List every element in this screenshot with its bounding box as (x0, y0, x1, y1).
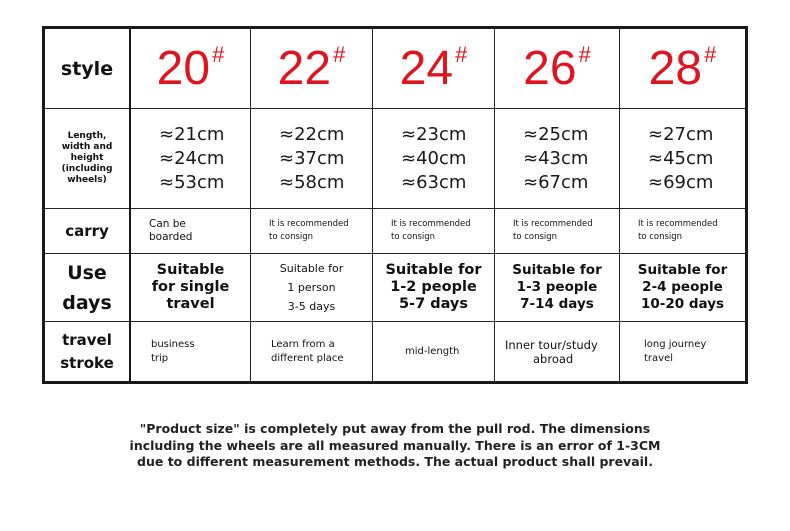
footnote-line: due to different measurement methods. The actual product shall prevail. (137, 454, 653, 469)
use-text: 7-14 days (520, 296, 594, 312)
size-24-carry (373, 209, 495, 254)
dim-value: ≈21cm (159, 123, 225, 145)
size-symbol: # (578, 41, 591, 67)
row-header-travel-stroke-label: travel (62, 330, 112, 349)
row-header-travel-stroke (45, 322, 131, 381)
travel-text: mid-length (405, 345, 460, 357)
size-symbol: # (333, 41, 346, 67)
travel-text: business (151, 338, 195, 350)
size-24-dimensions (373, 109, 495, 209)
row-header-dimensions-label: Length, width and height (including wheels) (61, 131, 113, 185)
carry-text: to consign (513, 232, 558, 242)
use-text: 10-20 days (640, 296, 725, 312)
size-22-header (251, 29, 373, 109)
dim-value: ≈63cm (401, 171, 467, 193)
row-header-style-label: style (60, 57, 114, 80)
dim-value: ≈67cm (523, 171, 589, 193)
dim-value: ≈22cm (279, 123, 345, 145)
dim-value: ≈23cm (401, 123, 467, 145)
dim-value: ≈53cm (159, 171, 225, 193)
dim-value: ≈25cm (523, 123, 589, 145)
row-header-use-days (45, 254, 131, 322)
row-header-travel-stroke-label: stroke (60, 353, 114, 372)
size-26-carry (495, 209, 620, 254)
row-header-use-days-label: days (62, 291, 112, 314)
size-symbol: # (212, 41, 225, 67)
size-20-dimensions (131, 109, 251, 209)
carry-text: to consign (269, 232, 314, 242)
travel-text: Inner tour/study (505, 337, 598, 352)
carry-text: boarded (149, 231, 193, 243)
size-20-use (131, 254, 251, 322)
size-table (42, 26, 748, 384)
size-28-carry (620, 209, 745, 254)
footnote-line: "Product size" is completely put away from the pull rod. The dimensions (139, 421, 651, 436)
size-20-travel (131, 322, 251, 381)
travel-text: Learn from a (271, 338, 335, 350)
dim-value: ≈40cm (401, 147, 467, 169)
dim-value: ≈58cm (279, 171, 345, 193)
travel-text: different place (271, 352, 344, 364)
footnote-line: including the wheels are all measured manually. There is an error of 1-3CM (129, 437, 661, 453)
carry-text: to consign (391, 232, 436, 242)
row-header-carry (45, 209, 131, 254)
size-symbol: # (455, 41, 468, 67)
size-26-header (495, 29, 620, 109)
use-text: 1-2 people (390, 279, 477, 295)
size-symbol: # (704, 41, 717, 67)
row-header-dimensions (45, 109, 131, 209)
travel-text: travel (644, 352, 674, 364)
size-26-use (495, 254, 620, 322)
size-24-use (373, 254, 495, 322)
travel-text: abroad (533, 351, 574, 366)
size-24-travel (373, 322, 495, 381)
size-number: 22 (277, 41, 332, 95)
use-text: travel (166, 296, 215, 312)
size-20-carry (131, 209, 251, 254)
size-22-use (251, 254, 373, 322)
size-number: 26 (523, 41, 577, 95)
size-20-header (131, 29, 251, 109)
dim-value: ≈45cm (648, 147, 714, 169)
use-text: Suitable for (512, 262, 602, 278)
travel-text: long journey (644, 338, 707, 350)
size-26-dimensions (495, 109, 620, 209)
use-text: Suitable (156, 262, 225, 278)
use-text: Suitable for (385, 262, 482, 278)
size-24-header (373, 29, 495, 109)
size-number: 24 (399, 41, 454, 95)
use-text: for single (151, 279, 230, 295)
carry-text: to consign (638, 232, 683, 242)
use-text: 1-3 people (516, 279, 598, 295)
carry-text: It is recommended (638, 219, 718, 229)
row-header-use-days-label: Use (67, 261, 107, 284)
size-28-header (620, 29, 745, 109)
size-number: 28 (648, 41, 703, 95)
travel-text: trip (151, 352, 169, 364)
row-header-style (45, 29, 131, 109)
dim-value: ≈43cm (523, 147, 589, 169)
size-22-travel (251, 322, 373, 381)
dim-value: ≈37cm (279, 147, 345, 169)
carry-text: It is recommended (513, 219, 593, 229)
size-22-carry (251, 209, 373, 254)
dim-value: ≈27cm (648, 123, 714, 145)
dim-value: ≈24cm (159, 147, 225, 169)
carry-text: Can be (149, 218, 186, 230)
use-text: 3-5 days (287, 300, 336, 313)
use-text: 5-7 days (398, 296, 469, 312)
size-26-travel (495, 322, 620, 381)
size-28-use (620, 254, 745, 322)
size-22-dimensions (251, 109, 373, 209)
carry-text: It is recommended (391, 219, 471, 229)
size-28-travel (620, 322, 745, 381)
size-28-dimensions (620, 109, 745, 209)
use-text: 2-4 people (642, 279, 723, 295)
row-header-carry-label: carry (65, 221, 109, 240)
use-text: Suitable for (279, 262, 344, 275)
use-text: Suitable for (637, 262, 728, 278)
use-text: 1 person (287, 281, 336, 294)
footnote (0, 421, 790, 471)
carry-text: It is recommended (269, 219, 349, 229)
dim-value: ≈69cm (648, 171, 714, 193)
size-number: 20 (156, 41, 211, 95)
